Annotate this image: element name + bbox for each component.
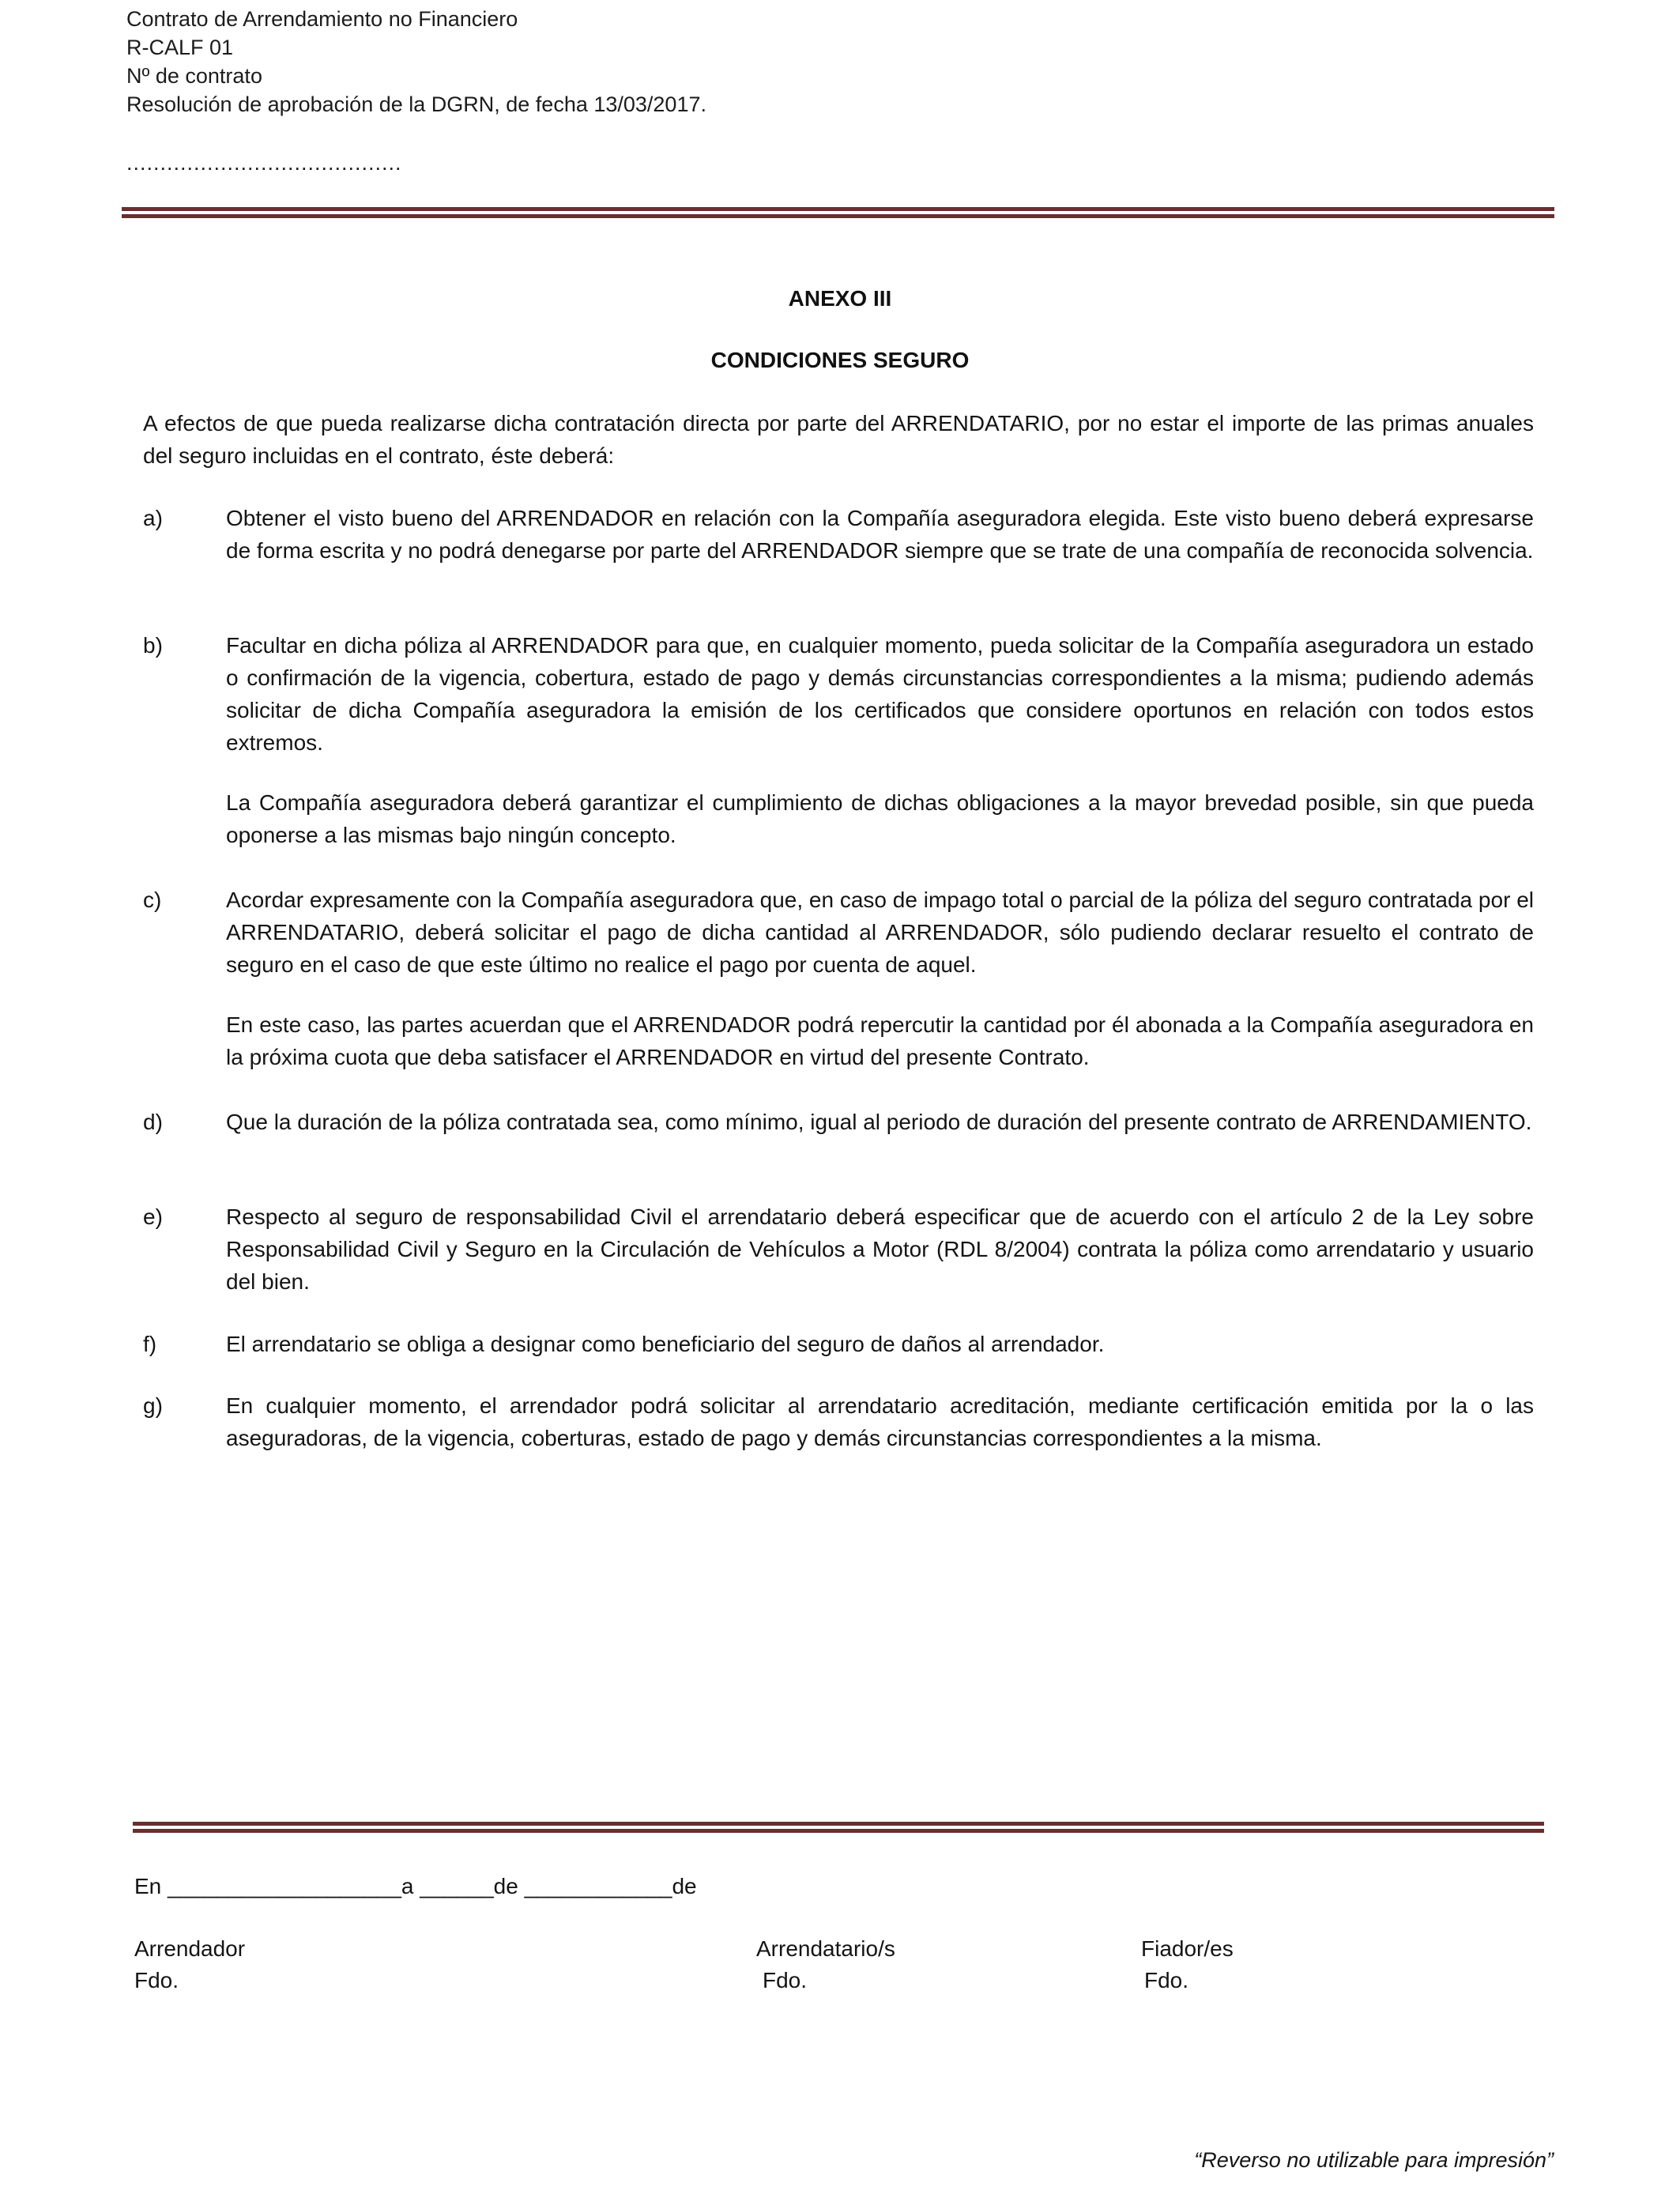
- list-item-letter: g): [143, 1393, 163, 1418]
- list-item-letter: a): [143, 506, 163, 530]
- document-header: [126, 5, 706, 177]
- list-item-text-continued: En este caso, las partes acuerdan que el ARRENDADOR podrá repercutir la cantidad por él abonada a la Compañía aseguradora en la próxima cuota que deba satisfacer el ARRENDADOR en virtud del presente Contrato.: [226, 1012, 1534, 1069]
- signature-fiador-label: Fiador/es: [1141, 1936, 1234, 1961]
- signature-arrendatario-fdo: Fdo.: [763, 1968, 808, 1992]
- section-title: CONDICIONES SEGURO: [710, 348, 970, 372]
- header-form-code: R-CALF 01: [126, 36, 234, 59]
- signature-place-date-line: En ___________________a ______de ____________de: [134, 1874, 697, 1898]
- list-item-text: Facultar en dicha póliza al ARRENDADOR para que, en cualquier momento, pueda solicitar de la Compañía aseguradora un estado o confirmación de la vigencia, cobertura, estado de pago y demás circunstancias correspondientes a la misma; pudiendo además solicitar de dicha Compañía aseguradora la emisión de los certificados que considere oportunos en relación con todos estos extremos.: [226, 633, 1534, 755]
- header-contract-type: Contrato de Arrendamiento no Financiero: [126, 7, 518, 31]
- annex-title: ANEXO III: [788, 286, 892, 311]
- list-item-letter: b): [143, 633, 163, 658]
- header-resolution: Resolución de aprobación de la DGRN, de fecha 13/03/2017.: [126, 92, 706, 116]
- list-item-text: Obtener el visto bueno del ARRENDADOR en relación con la Compañía aseguradora elegida. Este visto bueno deberá expresarse de forma escrita y no podrá denegarse por parte del ARRENDADOR siempre que se trate de una compañía de reconocida solvencia.: [226, 506, 1534, 563]
- footer-note: “Reverso no utilizable para impresión”: [1194, 2148, 1554, 2172]
- list-item-b: [143, 629, 1534, 851]
- signature-fiador-fdo: Fdo.: [1144, 1968, 1189, 1992]
- list-item-text: Que la duración de la póliza contratada sea, como mínimo, igual al periodo de duración del presente contrato de ARRENDAMIENTO.: [226, 1110, 1532, 1134]
- list-item-d: [143, 1106, 1534, 1138]
- list-item-text: Acordar expresamente con la Compañía aseguradora que, en caso de impago total o parcial de la póliza del seguro contratada por el ARRENDATARIO, deberá solicitar el pago de dicha cantidad al ARRENDADOR, sólo pudiendo declarar resuelto el contrato de seguro en el caso de que este último no realice el pago por cuenta de aquel.: [226, 888, 1534, 977]
- list-item-text: Respecto al seguro de responsabilidad Civil el arrendatario deberá especificar que de acuerdo con el artículo 2 de la Ley sobre Responsabilidad Civil y Seguro en la Circulación de Vehículos a Motor (RDL 8/2004) contrata la póliza como arrendatario y usuario del bien.: [226, 1204, 1534, 1294]
- list-item-a: [143, 502, 1534, 567]
- signature-fiador-block: [1141, 1933, 1234, 1996]
- list-item-g: [143, 1389, 1534, 1454]
- intro-paragraph: A efectos de que pueda realizarse dicha contratación directa por parte del ARRENDATARIO, por no estar el importe de las primas anuales del seguro incluidas en el contrato, éste deberá:: [143, 411, 1534, 468]
- signature-arrendador-label: Arrendador: [134, 1936, 246, 1961]
- header-contract-number: Nº de contrato: [126, 64, 262, 88]
- list-item-letter: e): [143, 1204, 163, 1229]
- list-item-letter: d): [143, 1110, 163, 1134]
- header-dotted-line: .........................................: [126, 151, 402, 175]
- list-item-f: [143, 1328, 1534, 1360]
- list-item-e: [143, 1201, 1534, 1298]
- signature-arrendador-block: [134, 1933, 245, 1996]
- signature-arrendatario-label: Arrendatario/s: [756, 1936, 895, 1961]
- signature-arrendatario-block: [756, 1933, 895, 1996]
- list-item-letter: f): [143, 1332, 157, 1356]
- list-item-text: El arrendatario se obliga a designar como beneficiario del seguro de daños al arrendador.: [226, 1332, 1105, 1356]
- list-item-text-continued: La Compañía aseguradora deberá garantizar el cumplimiento de dichas obligaciones a la mayor brevedad posible, sin que pueda oponerse a las mismas bajo ningún concepto.: [226, 790, 1534, 847]
- list-item-c: [143, 884, 1534, 1073]
- list-item-letter: c): [143, 888, 162, 912]
- list-item-text: En cualquier momento, el arrendador podrá solicitar al arrendatario acreditación, mediante certificación emitida por la o las aseguradoras, de la vigencia, coberturas, estado de pago y demás circunstancias correspondientes a la misma.: [226, 1393, 1534, 1450]
- top-divider: [122, 207, 1554, 211]
- bottom-divider: [133, 1822, 1544, 1826]
- signature-arrendador-fdo: Fdo.: [134, 1968, 179, 1992]
